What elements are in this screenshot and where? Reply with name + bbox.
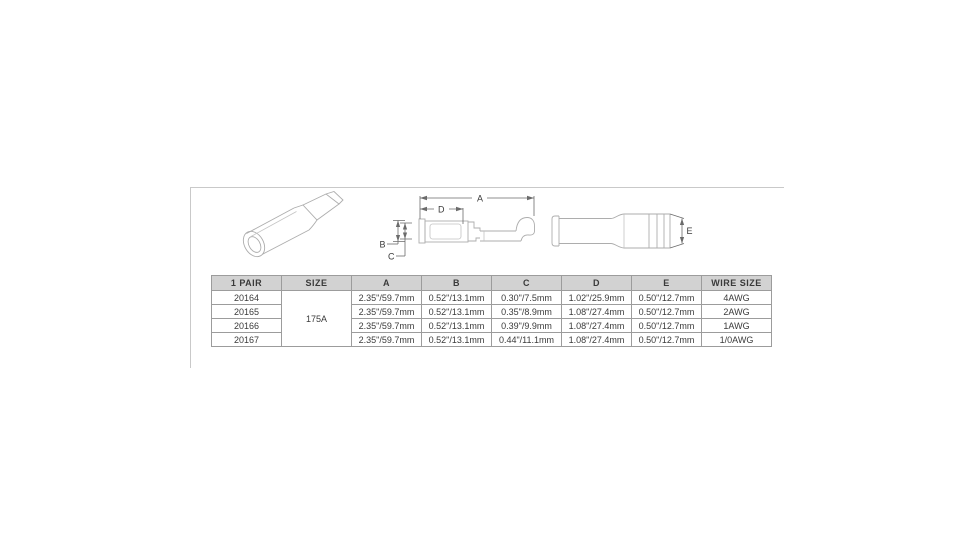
dim-b-cell: 0.52"/13.1mm	[422, 305, 492, 319]
part-number-cell: 20167	[212, 333, 282, 347]
dim-d-cell: 1.02"/25.9mm	[562, 291, 632, 305]
dim-a-cell: 2.35"/59.7mm	[352, 305, 422, 319]
barrel-opening-outer	[239, 228, 269, 261]
blade-fold	[326, 192, 343, 205]
wide-body	[624, 214, 670, 248]
spec-table	[211, 275, 772, 347]
dim-c-cell: 0.39"/9.9mm	[492, 319, 562, 333]
technical-drawing	[191, 188, 784, 274]
barrel-bottom-edge	[262, 230, 309, 255]
dim-d-arrow-right	[456, 207, 463, 211]
dim-e-cell: 0.50"/12.7mm	[632, 333, 702, 347]
wire-size-cell: 2AWG	[702, 305, 772, 319]
isometric-view	[239, 192, 343, 261]
dim-c-cell: 0.35"/8.9mm	[492, 305, 562, 319]
tip-flange	[552, 216, 559, 246]
dim-label-a: A	[477, 193, 484, 204]
dim-e-arrow-top	[680, 219, 684, 226]
barrel-seam	[251, 212, 297, 237]
body-transition	[611, 214, 624, 248]
dim-a-cell: 2.35"/59.7mm	[352, 291, 422, 305]
part-number-cell: 20165	[212, 305, 282, 319]
barrel-bore	[430, 224, 461, 239]
dim-a-cell: 2.35"/59.7mm	[352, 333, 422, 347]
dim-e-cell: 0.50"/12.7mm	[632, 319, 702, 333]
dim-b-cell: 0.52"/13.1mm	[422, 291, 492, 305]
dim-c-arrow-bottom	[403, 233, 407, 240]
dim-b-cell: 0.52"/13.1mm	[422, 319, 492, 333]
wire-size-cell: 1/0AWG	[702, 333, 772, 347]
wire-size-cell: 1AWG	[702, 319, 772, 333]
dim-d-cell: 1.08"/27.4mm	[562, 333, 632, 347]
neck-top	[294, 205, 303, 208]
body-band-lines	[649, 214, 664, 248]
column-header-d: D	[562, 276, 632, 291]
dim-e-cell: 0.50"/12.7mm	[632, 305, 702, 319]
column-header-e: E	[632, 276, 702, 291]
step-transition	[468, 222, 480, 241]
column-header-b: B	[422, 276, 492, 291]
column-header-pair: 1 PAIR	[212, 276, 282, 291]
neck-bottom	[309, 220, 317, 230]
narrow-barrel	[559, 219, 611, 244]
part-number-cell: 20164	[212, 291, 282, 305]
dim-c-ticks	[400, 223, 412, 239]
dim-d-arrow-left	[420, 207, 427, 211]
dim-c-arrow-top	[403, 223, 407, 230]
side-view-dimensioned	[380, 194, 535, 262]
dim-b-cell: 0.52"/13.1mm	[422, 333, 492, 347]
size-rating-cell: 175A	[282, 291, 352, 347]
side-view-e	[552, 214, 693, 248]
column-header-wire-size: WIRE SIZE	[702, 276, 772, 291]
barrel-top-edge	[247, 208, 295, 234]
dim-e-cell: 0.50"/12.7mm	[632, 291, 702, 305]
contact-tongue	[480, 231, 521, 241]
dim-label-d: D	[438, 204, 445, 215]
table-row	[212, 291, 772, 305]
column-header-a: A	[352, 276, 422, 291]
blade-plate	[303, 194, 339, 220]
dim-label-e: E	[686, 226, 693, 236]
dim-e-arrow-bottom	[680, 237, 684, 244]
dim-b-arrow-bottom	[396, 235, 400, 242]
dim-d-cell: 1.08"/27.4mm	[562, 305, 632, 319]
dim-a-cell: 2.35"/59.7mm	[352, 319, 422, 333]
dim-a-arrow-right	[527, 196, 534, 200]
dim-label-b: B	[379, 239, 386, 250]
dim-b-arrow-top	[396, 221, 400, 228]
contact-hook	[516, 218, 535, 242]
column-header-size: SIZE	[282, 276, 352, 291]
dim-d-cell: 1.08"/27.4mm	[562, 319, 632, 333]
dim-c-cell: 0.30"/7.5mm	[492, 291, 562, 305]
wire-size-cell: 4AWG	[702, 291, 772, 305]
header-row	[212, 276, 772, 291]
column-header-c: C	[492, 276, 562, 291]
flange	[419, 219, 425, 243]
spec-sheet	[190, 187, 784, 368]
dim-a-arrow-left	[420, 196, 427, 200]
dim-label-c: C	[388, 251, 395, 262]
dim-c-cell: 0.44"/11.1mm	[492, 333, 562, 347]
part-number-cell: 20166	[212, 319, 282, 333]
